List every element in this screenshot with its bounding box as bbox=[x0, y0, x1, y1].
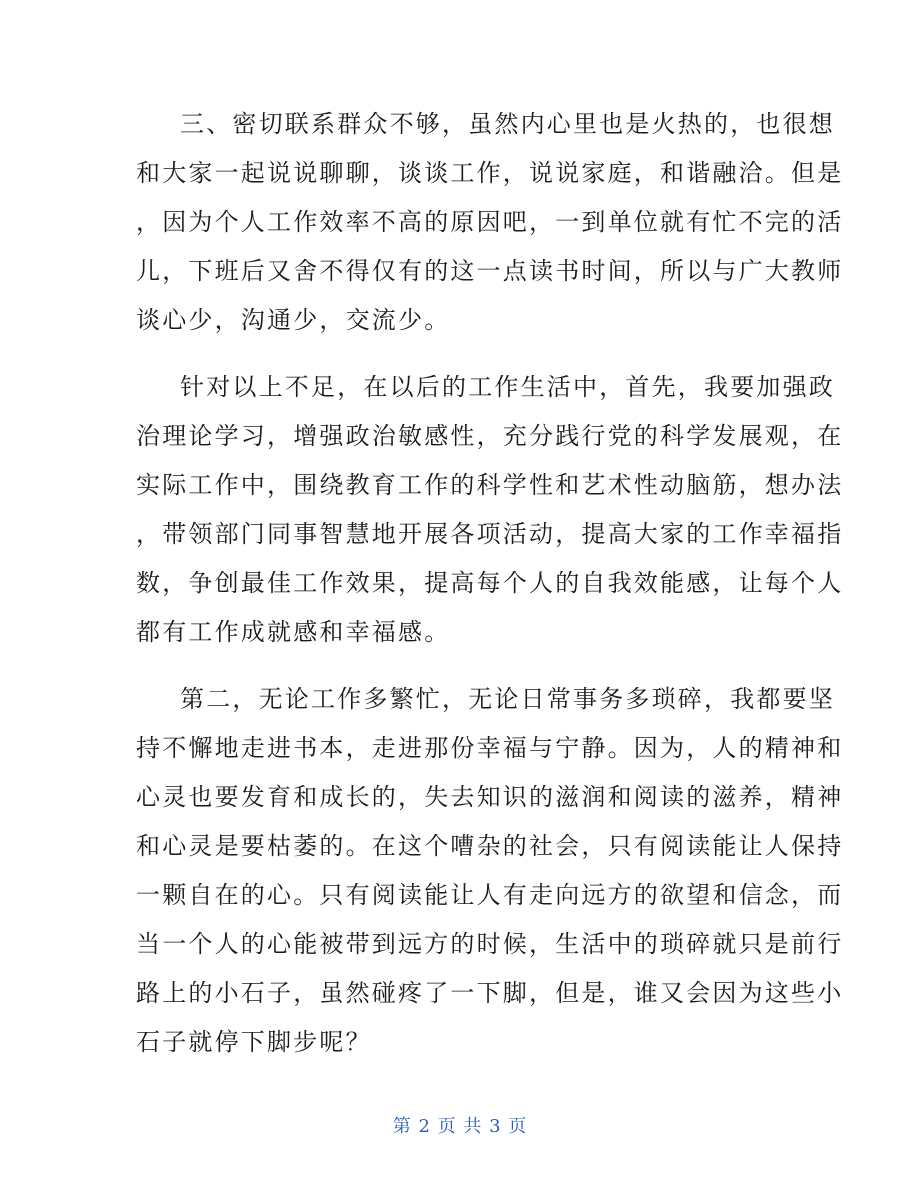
page-number-footer: 第 2 页 共 3 页 bbox=[392, 1116, 528, 1137]
text-line: 实际工作中，围绕教育工作的科学性和艺术性动脑筋，想办法 bbox=[136, 471, 844, 499]
text-line: 当一个人的心能被带到远方的时候，生活中的琐碎就只是前行 bbox=[136, 930, 844, 958]
text-line: 路上的小石子，虽然碰疼了一下脚，但是，谁又会因为这些小 bbox=[136, 979, 844, 1007]
text-line: 数，争创最佳工作效果，提高每个人的自我效能感，让每个人 bbox=[136, 569, 844, 597]
text-line: 三、密切联系群众不够，虽然内心里也是火热的，也很想 bbox=[180, 110, 835, 138]
text-line: 和心灵是要枯萎的。在这个嘈杂的社会，只有阅读能让人保持 bbox=[136, 832, 844, 860]
text-line: 谈心少，沟通少，交流少。 bbox=[136, 306, 451, 334]
text-line: 针对以上不足，在以后的工作生活中，首先，我要加强政 bbox=[180, 373, 835, 401]
text-line: 一颗自在的心。只有阅读能让人有走向远方的欲望和信念，而 bbox=[136, 881, 844, 909]
document-body bbox=[136, 100, 844, 1067]
text-line: ，带领部门同事智慧地开展各项活动，提高大家的工作幸福指 bbox=[136, 520, 844, 548]
text-line: ，因为个人工作效率不高的原因吧，一到单位就有忙不完的活 bbox=[136, 208, 844, 236]
text-line: 都有工作成就感和幸福感。 bbox=[136, 618, 451, 646]
text-line: 儿，下班后又舍不得仅有的这一点读书时间，所以与广大教师 bbox=[136, 257, 844, 285]
text-line: 治理论学习，增强政治敏感性，充分践行党的科学发展观，在 bbox=[136, 422, 844, 450]
text-line: 石子就停下脚步呢？ bbox=[136, 1028, 372, 1056]
text-line: 持不懈地走进书本，走进那份幸福与宁静。因为，人的精神和 bbox=[136, 734, 844, 762]
paragraph-2 bbox=[136, 363, 844, 657]
paragraph-3 bbox=[136, 675, 844, 1067]
text-line: 心灵也要发育和成长的，失去知识的滋润和阅读的滋养，精神 bbox=[136, 783, 844, 811]
paragraph-1 bbox=[136, 100, 844, 345]
text-line: 和大家一起说说聊聊，谈谈工作，说说家庭，和谐融洽。但是 bbox=[136, 159, 844, 187]
text-line: 第二，无论工作多繁忙，无论日常事务多琐碎，我都要坚 bbox=[180, 685, 835, 713]
